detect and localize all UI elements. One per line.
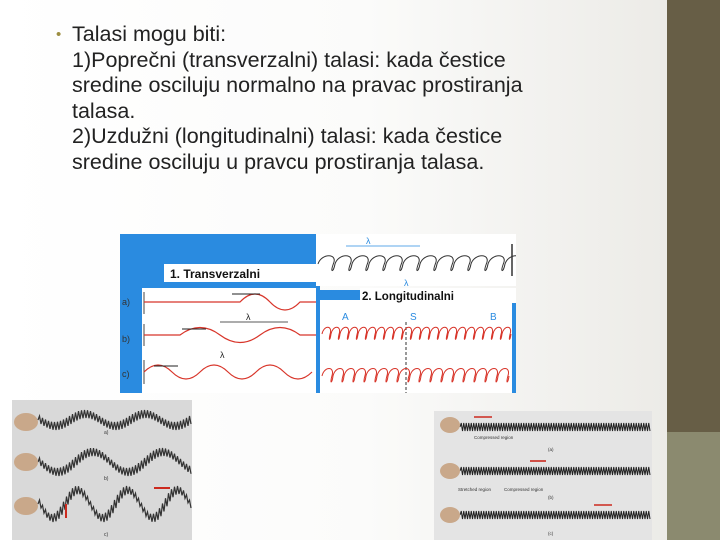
row-c-label: c) — [122, 369, 130, 379]
item1-line2: sredine osciluju normalno na pravac prostiranja — [72, 73, 523, 97]
wave-types-diagram — [120, 234, 516, 393]
hand-icon — [440, 417, 460, 433]
left-label-1: a) — [104, 430, 109, 436]
row-b-lambda: λ — [246, 312, 251, 322]
bullet-line — [56, 22, 656, 48]
slide-text — [56, 22, 656, 175]
hand-icon — [14, 413, 38, 431]
stretched-region-label: Stretched region — [458, 487, 492, 492]
right-label-3: (c) — [548, 531, 554, 536]
item1-line3: talasa. — [72, 98, 136, 123]
hand-icon — [440, 507, 460, 523]
point-a-label: A — [342, 312, 349, 323]
right-spring-figure — [434, 411, 652, 540]
transverse-title: 1. Transverzalni — [170, 267, 261, 281]
top-lambda-1: λ — [366, 236, 371, 246]
sidebar-accent-bottom — [667, 432, 720, 540]
left-spring-diagram — [12, 400, 192, 540]
item2-line2: sredine osciluju u pravcu prostiranja talasa. — [72, 149, 485, 174]
point-b-label: B — [490, 312, 497, 323]
hand-icon — [14, 453, 38, 471]
top-lambda-2: λ — [404, 278, 409, 288]
right-label-1: (a) — [548, 447, 554, 452]
sidebar-accent-top — [667, 0, 720, 432]
longitudinal-title: 2. Longitudinalni — [362, 291, 454, 303]
compressed-region-label: Compressed region — [474, 435, 514, 440]
top-spring-bg — [316, 234, 516, 286]
row-b-label: b) — [122, 334, 131, 344]
item1-line1: 1)Poprečni (transverzalni) talasi: kada čestice — [72, 47, 506, 72]
hand-icon — [14, 497, 38, 515]
item2-line1: 2)Uzdužni (longitudinalni) talasi: kada čestice — [72, 124, 503, 148]
bullet-icon: • — [56, 26, 62, 43]
left-label-2: b) — [104, 476, 109, 482]
compressed-region-label-2: Compressed region — [504, 487, 544, 492]
row-a-label: a) — [122, 297, 131, 307]
right-label-2: (b) — [548, 495, 554, 500]
bullet-text: Talasi mogu biti: — [72, 22, 227, 46]
hand-icon — [440, 463, 460, 479]
left-label-3: c) — [104, 532, 109, 538]
left-spring-figure — [12, 400, 192, 540]
right-spring-diagram — [434, 411, 652, 540]
row-c-lambda: λ — [220, 350, 225, 360]
point-s-label: S — [410, 312, 417, 323]
wave-types-figure — [120, 234, 516, 393]
